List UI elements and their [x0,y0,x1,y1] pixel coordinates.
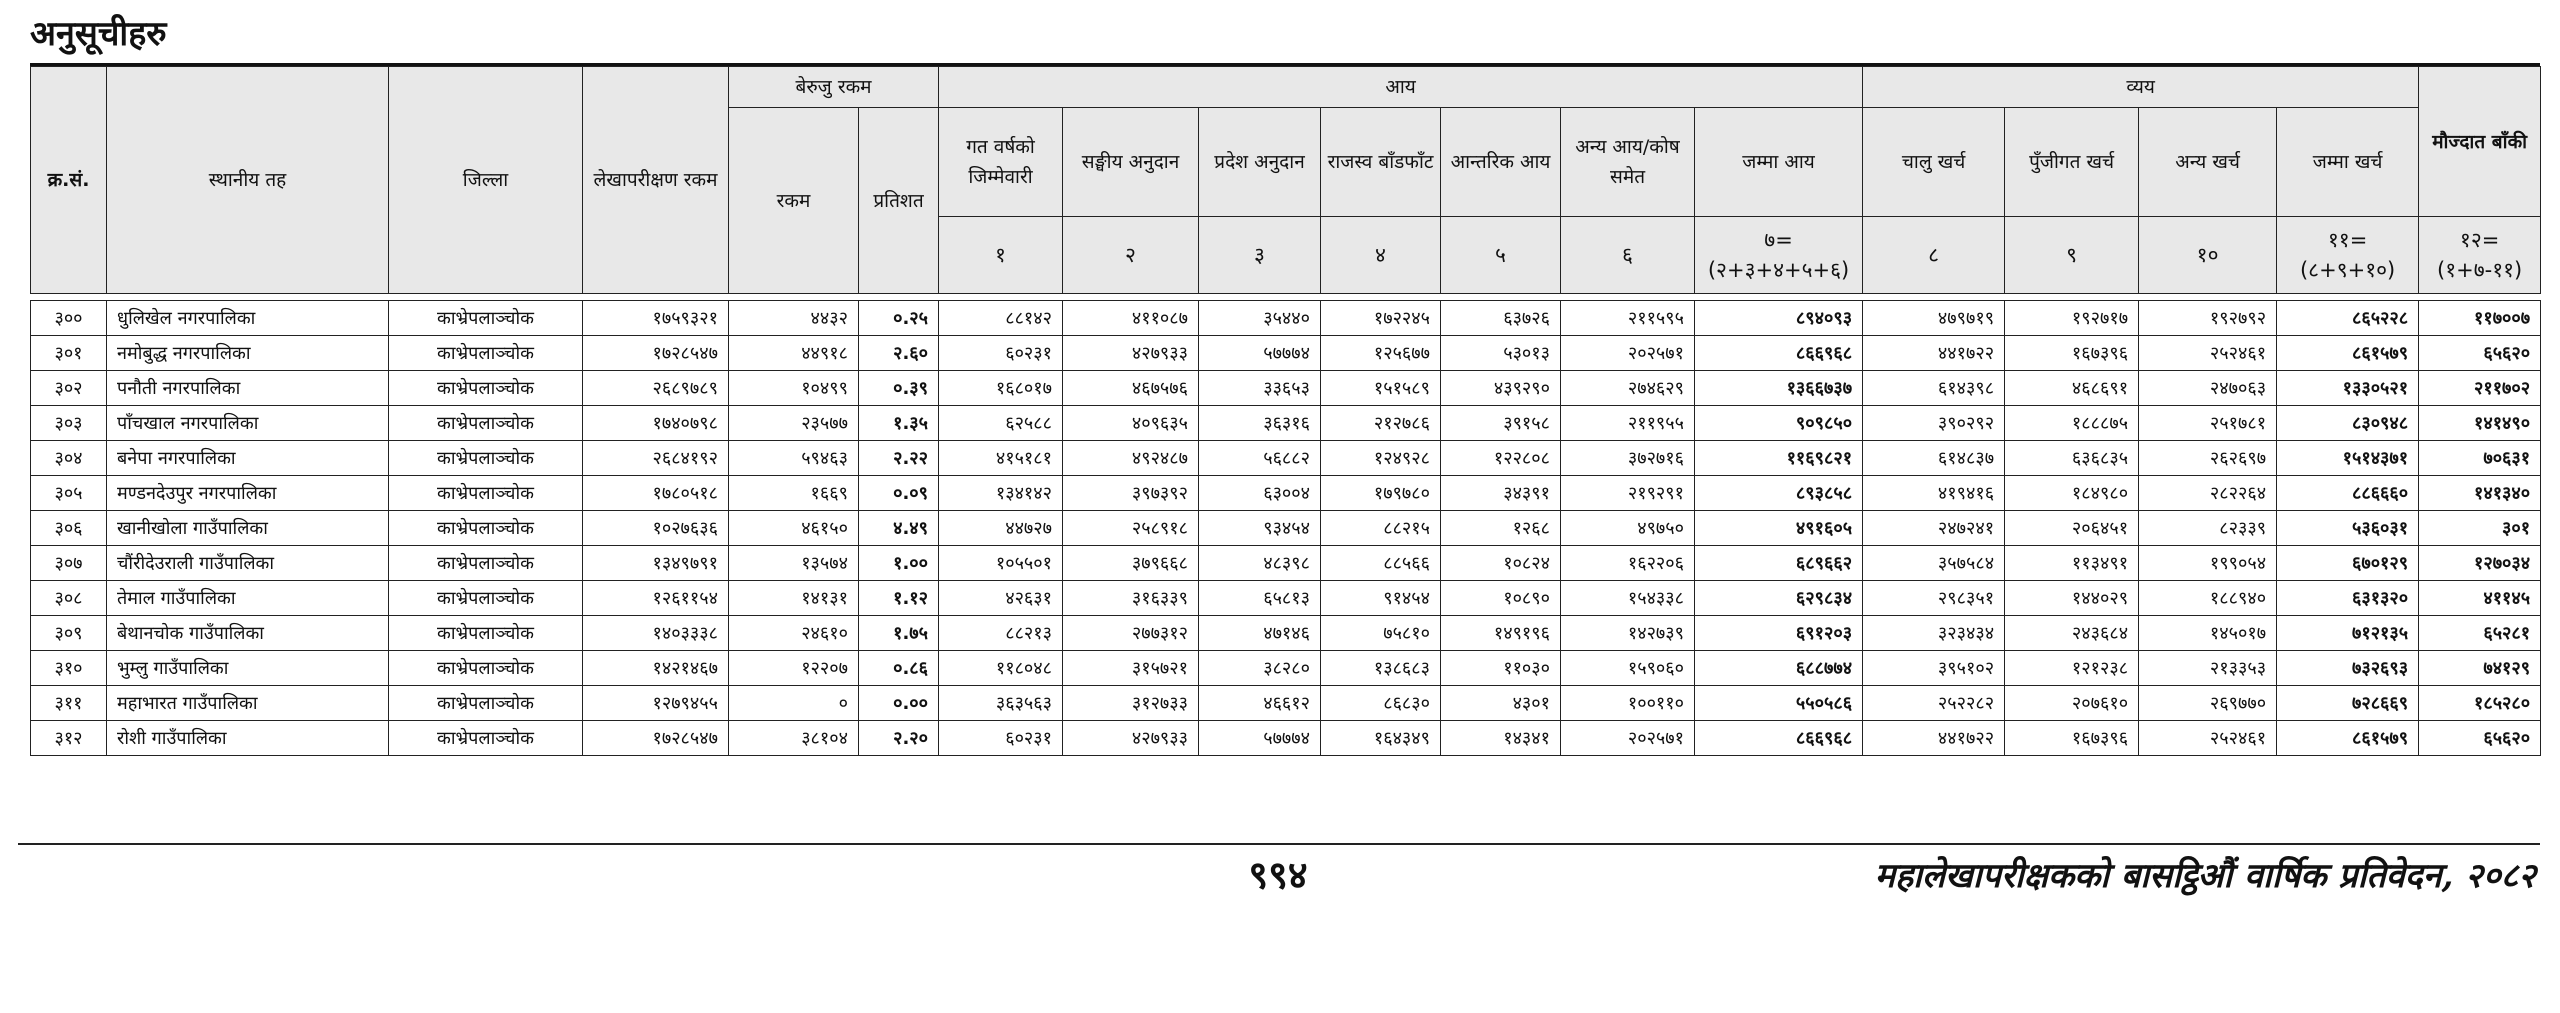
cell-federal-grant: ४९२४८७ [1063,441,1199,476]
cell-province-grant: ४६६१२ [1199,686,1321,721]
cell-other-income: १६२२०६ [1561,546,1695,581]
cell-federal-grant: ३७९६६८ [1063,546,1199,581]
cell-other-expense: १९२७९२ [2139,301,2277,336]
cell-local-level: रोशी गाउँपालिका [107,721,389,756]
header-gap-row [31,294,2541,301]
cell-amount: १६६९ [729,476,859,511]
cell-current-expense: ३२३४३४ [1863,616,2005,651]
cell-federal-grant: ४२७९३३ [1063,336,1199,371]
cell-total-expense: १३३०५२१ [2277,371,2419,406]
cell-total-income: ९०९८५० [1695,406,1863,441]
cell-total-expense: १५१४३७१ [2277,441,2419,476]
cell-other-income: २११९५५ [1561,406,1695,441]
cell-federal-grant: ३१२७३३ [1063,686,1199,721]
cell-closing-balance: ७४१२९ [2419,651,2541,686]
cell-internal-income: ६३७२६ [1441,301,1561,336]
cell-serial: ३०५ [31,476,107,511]
header-revenue-share: राजस्व बाँडफाँट [1321,108,1441,217]
cell-other-expense: १९९०५४ [2139,546,2277,581]
header-local-level: स्थानीय तह [107,67,389,294]
cell-revenue-share: २१२७८६ [1321,406,1441,441]
cell-amount: २४६१० [729,616,859,651]
cell-current-expense: ३५७५८४ [1863,546,2005,581]
cell-audit-amount: १७४०७९८ [583,406,729,441]
table-row [31,581,2541,616]
cell-amount: ० [729,686,859,721]
cell-serial: ३०० [31,301,107,336]
table-row [31,651,2541,686]
cell-revenue-share: १२४९२८ [1321,441,1441,476]
cell-revenue-share: ८६८३० [1321,686,1441,721]
report-title: महालेखापरीक्षकको बासट्ठिऔं वार्षिक प्रतिवेदन, २०८२ [1874,856,2536,896]
table-row [31,476,2541,511]
cell-percent: १.०० [859,546,939,581]
cell-total-expense: ८६१५७९ [2277,721,2419,756]
colnum-7 [1695,217,1863,294]
cell-percent: ४.४९ [859,511,939,546]
cell-other-expense: २१३३५३ [2139,651,2277,686]
cell-revenue-share: ८८५६६ [1321,546,1441,581]
table-row [31,546,2541,581]
colnum-10: १० [2139,217,2277,294]
cell-prev-liability: ४२६३१ [939,581,1063,616]
cell-province-grant: ३६३१६ [1199,406,1321,441]
cell-percent: २.२० [859,721,939,756]
table-row [31,301,2541,336]
cell-revenue-share: १६४३४९ [1321,721,1441,756]
header-internal-income: आन्तरिक आय [1441,108,1561,217]
cell-closing-balance: ७०६३१ [2419,441,2541,476]
schedule-table-container [30,63,2540,794]
cell-other-income: १४२७३९ [1561,616,1695,651]
cell-internal-income: ११०३० [1441,651,1561,686]
cell-province-grant: ३५४४० [1199,301,1321,336]
colnum-8: ८ [1863,217,2005,294]
cell-percent: १.१२ [859,581,939,616]
header-prev-liability: गत वर्षको जिम्मेवारी [939,108,1063,217]
cell-other-expense: २८२२६४ [2139,476,2277,511]
colnum-12 [2419,217,2541,294]
cell-local-level: बेथानचोक गाउँपालिका [107,616,389,651]
cell-amount: ४४३२ [729,301,859,336]
table-row [31,721,2541,756]
cell-amount: ३८१०४ [729,721,859,756]
header-total-expense: जम्मा खर्च [2277,108,2419,217]
cell-closing-balance: १४१४९० [2419,406,2541,441]
colnum-5: ५ [1441,217,1561,294]
cell-other-income: १००११० [1561,686,1695,721]
cell-internal-income: १२६८ [1441,511,1561,546]
cell-capital-expense: ४६८६९१ [2005,371,2139,406]
cell-capital-expense: १८८८७५ [2005,406,2139,441]
cell-serial: ३०४ [31,441,107,476]
header-amount: रकम [729,108,859,294]
header-capital-expense: पुँजीगत खर्च [2005,108,2139,217]
cell-local-level: नमोबुद्ध नगरपालिका [107,336,389,371]
cell-local-level: चौंरीदेउराली गाउँपालिका [107,546,389,581]
cell-closing-balance: ४११४५ [2419,581,2541,616]
cell-other-income: २०२५७१ [1561,336,1695,371]
cell-revenue-share: १७२२४५ [1321,301,1441,336]
cell-total-income: ११६९८२१ [1695,441,1863,476]
cell-total-expense: ८६१५७९ [2277,336,2419,371]
cell-internal-income: ३९१५८ [1441,406,1561,441]
cell-revenue-share: १७९७८० [1321,476,1441,511]
cell-audit-amount: १७२८५४७ [583,721,729,756]
cell-revenue-share: ९१४५४ [1321,581,1441,616]
cell-audit-amount: १०२७६३६ [583,511,729,546]
cell-closing-balance: १८५२८० [2419,686,2541,721]
cell-revenue-share: १५१५८९ [1321,371,1441,406]
cell-amount: ४६१५० [729,511,859,546]
cell-local-level: खानीखोला गाउँपालिका [107,511,389,546]
cell-prev-liability: ६०२३१ [939,721,1063,756]
cell-revenue-share: १२५६७७ [1321,336,1441,371]
cell-amount: १०४९९ [729,371,859,406]
header-audit-amount: लेखापरीक्षण रकम [583,67,729,294]
cell-revenue-share: ७५८१० [1321,616,1441,651]
cell-closing-balance: १४१३४० [2419,476,2541,511]
header-province-grant: प्रदेश अनुदान [1199,108,1321,217]
cell-district: काभ्रेपलाञ्चोक [389,511,583,546]
header-closing-balance: मौज्दात बाँकी [2419,67,2541,217]
colnum-4: ४ [1321,217,1441,294]
header-group-expense: व्यय [1863,67,2419,108]
cell-internal-income: ४३०१ [1441,686,1561,721]
cell-amount: १४१३१ [729,581,859,616]
gap-cell [31,294,2541,301]
cell-internal-income: १०८९० [1441,581,1561,616]
cell-total-income: ६९१२०३ [1695,616,1863,651]
cell-internal-income: १२२८०८ [1441,441,1561,476]
cell-prev-liability: १३४१४२ [939,476,1063,511]
table-row [31,406,2541,441]
cell-serial: ३०८ [31,581,107,616]
cell-total-expense: ७१२१३५ [2277,616,2419,651]
cell-local-level: महाभारत गाउँपालिका [107,686,389,721]
colnum-6: ६ [1561,217,1695,294]
cell-prev-liability: ६२५८८ [939,406,1063,441]
colnum-11-formula: (८+९+१०) [2299,258,2396,282]
cell-audit-amount: १७५९३२१ [583,301,729,336]
colnum-12-formula: (१+७-११) [2437,258,2523,282]
cell-other-expense: ८२३३९ [2139,511,2277,546]
cell-percent: ०.८६ [859,651,939,686]
cell-current-expense: ४४१७२२ [1863,336,2005,371]
header-group-irregular: बेरुजु रकम [729,67,939,108]
colnum-11-label: ११= [2327,228,2368,252]
cell-district: काभ्रेपलाञ्चोक [389,686,583,721]
cell-serial: ३०९ [31,616,107,651]
cell-capital-expense: १८४९८० [2005,476,2139,511]
cell-local-level: मण्डनदेउपुर नगरपालिका [107,476,389,511]
cell-percent: ०.०९ [859,476,939,511]
cell-capital-expense: १४४०२९ [2005,581,2139,616]
cell-capital-expense: १९२७१७ [2005,301,2139,336]
cell-total-expense: ८८६६६० [2277,476,2419,511]
header-district: जिल्ला [389,67,583,294]
cell-district: काभ्रेपलाञ्चोक [389,546,583,581]
cell-province-grant: ५७७७४ [1199,336,1321,371]
cell-audit-amount: १२७९४५५ [583,686,729,721]
cell-percent: २.६० [859,336,939,371]
cell-capital-expense: २०७६१० [2005,686,2139,721]
cell-other-expense: २४७०६३ [2139,371,2277,406]
page-number: ९९४ [1248,853,1308,897]
cell-prev-liability: ३६३५६३ [939,686,1063,721]
header-serial: क्र.सं. [31,67,107,294]
cell-capital-expense: १६७३९६ [2005,721,2139,756]
cell-prev-liability: १६८०१७ [939,371,1063,406]
cell-amount: २३५७७ [729,406,859,441]
cell-prev-liability: ८८१४२ [939,301,1063,336]
cell-federal-grant: २५८९१८ [1063,511,1199,546]
cell-percent: २.२२ [859,441,939,476]
cell-other-expense: १४५०१७ [2139,616,2277,651]
cell-closing-balance: १२७०३४ [2419,546,2541,581]
cell-internal-income: ५३०१३ [1441,336,1561,371]
cell-other-income: २११५९५ [1561,301,1695,336]
cell-local-level: धुलिखेल नगरपालिका [107,301,389,336]
cell-other-expense: २६९७७० [2139,686,2277,721]
cell-prev-liability: ६०२३१ [939,336,1063,371]
table-row [31,686,2541,721]
header-current-expense: चालु खर्च [1863,108,2005,217]
cell-district: काभ्रेपलाञ्चोक [389,301,583,336]
cell-district: काभ्रेपलाञ्चोक [389,441,583,476]
cell-current-expense: ३९५१०२ [1863,651,2005,686]
cell-amount: १२२०७ [729,651,859,686]
cell-current-expense: २५२२८२ [1863,686,2005,721]
cell-total-expense: ६३१३२० [2277,581,2419,616]
colnum-9: ९ [2005,217,2139,294]
cell-other-expense: २५२४६१ [2139,336,2277,371]
cell-local-level: तेमाल गाउँपालिका [107,581,389,616]
schedule-table [30,66,2541,756]
cell-total-income: ८६६९६८ [1695,721,1863,756]
cell-other-income: २१९२९१ [1561,476,1695,511]
cell-province-grant: ४७१४६ [1199,616,1321,651]
table-row [31,371,2541,406]
cell-province-grant: ३८२८० [1199,651,1321,686]
cell-closing-balance: ६५६२० [2419,721,2541,756]
cell-prev-liability: ४४७२७ [939,511,1063,546]
header-other-income: अन्य आय/कोष समेत [1561,108,1695,217]
table-row [31,616,2541,651]
cell-serial: ३१२ [31,721,107,756]
cell-total-income: ४९१६०५ [1695,511,1863,546]
cell-revenue-share: ८८२१५ [1321,511,1441,546]
cell-federal-grant: ४११०८७ [1063,301,1199,336]
cell-closing-balance: २११७०२ [2419,371,2541,406]
cell-serial: ३०१ [31,336,107,371]
header-federal-grant: सङ्घीय अनुदान [1063,108,1199,217]
cell-audit-amount: १७८०५१८ [583,476,729,511]
table-body [31,294,2541,756]
cell-local-level: भुम्लु गाउँपालिका [107,651,389,686]
table-row [31,511,2541,546]
cell-province-grant: ६३००४ [1199,476,1321,511]
cell-internal-income: १४९१९६ [1441,616,1561,651]
cell-total-income: ६८८७७४ [1695,651,1863,686]
cell-province-grant: ५७७७४ [1199,721,1321,756]
cell-prev-liability: ४१५१८१ [939,441,1063,476]
cell-district: काभ्रेपलाञ्चोक [389,476,583,511]
cell-audit-amount: २६८९७८९ [583,371,729,406]
cell-capital-expense: १६७३९६ [2005,336,2139,371]
cell-serial: ३०६ [31,511,107,546]
cell-total-income: ६२९८३४ [1695,581,1863,616]
cell-federal-grant: ३१५७२१ [1063,651,1199,686]
cell-total-income: ८९३८५८ [1695,476,1863,511]
header-percent: प्रतिशत [859,108,939,294]
cell-other-expense: २५२४६१ [2139,721,2277,756]
cell-audit-amount: १७२८५४७ [583,336,729,371]
cell-other-income: २०२५७१ [1561,721,1695,756]
header-other-expense: अन्य खर्च [2139,108,2277,217]
cell-province-grant: ६५८१३ [1199,581,1321,616]
cell-district: काभ्रेपलाञ्चोक [389,406,583,441]
cell-audit-amount: २६८४१९२ [583,441,729,476]
table-row [31,336,2541,371]
cell-audit-amount: १४०३३३८ [583,616,729,651]
colnum-1: १ [939,217,1063,294]
cell-federal-grant: २७७३१२ [1063,616,1199,651]
cell-internal-income: ३४३९१ [1441,476,1561,511]
header-total-income: जम्मा आय [1695,108,1863,217]
cell-total-income: ८६६९६८ [1695,336,1863,371]
cell-federal-grant: ४०९६३५ [1063,406,1199,441]
cell-total-expense: ७२८६६९ [2277,686,2419,721]
cell-serial: ३०३ [31,406,107,441]
cell-capital-expense: २०६४५१ [2005,511,2139,546]
cell-prev-liability: ११८०४८ [939,651,1063,686]
cell-other-income: ३७२७१६ [1561,441,1695,476]
cell-serial: ३१० [31,651,107,686]
colnum-12-label: १२= [2459,228,2500,252]
cell-audit-amount: १३४९७९१ [583,546,729,581]
cell-local-level: बनेपा नगरपालिका [107,441,389,476]
cell-province-grant: ९३४५४ [1199,511,1321,546]
cell-current-expense: ६१४८३७ [1863,441,2005,476]
cell-federal-grant: ४६७५७६ [1063,371,1199,406]
cell-total-expense: ७३२६९३ [2277,651,2419,686]
cell-capital-expense: २४३६८४ [2005,616,2139,651]
cell-internal-income: १४३४१ [1441,721,1561,756]
cell-internal-income: १०८२४ [1441,546,1561,581]
cell-internal-income: ४३९२९० [1441,371,1561,406]
cell-closing-balance: ६५६२० [2419,336,2541,371]
cell-percent: ०.३९ [859,371,939,406]
cell-other-expense: २६२६९७ [2139,441,2277,476]
cell-district: काभ्रेपलाञ्चोक [389,581,583,616]
cell-local-level: पनौती नगरपालिका [107,371,389,406]
colnum-2: २ [1063,217,1199,294]
cell-other-expense: २५१७८१ [2139,406,2277,441]
cell-other-income: २७४६२९ [1561,371,1695,406]
cell-province-grant: ४८३९८ [1199,546,1321,581]
cell-district: काभ्रेपलाञ्चोक [389,651,583,686]
cell-total-expense: ८३०९४८ [2277,406,2419,441]
cell-closing-balance: ६५२८१ [2419,616,2541,651]
cell-audit-amount: १२६११५४ [583,581,729,616]
colnum-11 [2277,217,2419,294]
cell-revenue-share: १३८६८३ [1321,651,1441,686]
cell-other-income: ४९७५० [1561,511,1695,546]
cell-federal-grant: ४२७९३३ [1063,721,1199,756]
cell-prev-liability: १०५५०१ [939,546,1063,581]
cell-other-income: १५४३३८ [1561,581,1695,616]
cell-total-income: ५५०५८६ [1695,686,1863,721]
cell-district: काभ्रेपलाञ्चोक [389,616,583,651]
cell-total-income: १३६६७३७ [1695,371,1863,406]
cell-current-expense: २९८३५१ [1863,581,2005,616]
cell-province-grant: ५६८८२ [1199,441,1321,476]
cell-prev-liability: ८८२१३ [939,616,1063,651]
cell-other-income: १५९०६० [1561,651,1695,686]
cell-district: काभ्रेपलाञ्चोक [389,371,583,406]
cell-serial: ३०७ [31,546,107,581]
page-heading: अनुसूचीहरु [30,14,167,54]
cell-current-expense: ३९०२९२ [1863,406,2005,441]
cell-capital-expense: १२१२३८ [2005,651,2139,686]
cell-total-expense: ६७०१२९ [2277,546,2419,581]
cell-federal-grant: ३९७३९२ [1063,476,1199,511]
cell-local-level: पाँचखाल नगरपालिका [107,406,389,441]
cell-capital-expense: ६३६८३५ [2005,441,2139,476]
cell-current-expense: ४४१७२२ [1863,721,2005,756]
cell-percent: ०.२५ [859,301,939,336]
table-row [31,441,2541,476]
colnum-3: ३ [1199,217,1321,294]
cell-current-expense: २४७२४१ [1863,511,2005,546]
cell-province-grant: ३३६५३ [1199,371,1321,406]
cell-percent: १.७५ [859,616,939,651]
cell-total-income: ८९४०९३ [1695,301,1863,336]
cell-percent: १.३५ [859,406,939,441]
colnum-7-formula: (२+३+४+५+६) [1707,258,1850,282]
cell-closing-balance: ३०१ [2419,511,2541,546]
cell-current-expense: ४७९७१९ [1863,301,2005,336]
cell-amount: ५९४६३ [729,441,859,476]
cell-serial: ३११ [31,686,107,721]
cell-capital-expense: ११३४९१ [2005,546,2139,581]
cell-closing-balance: ११७००७ [2419,301,2541,336]
cell-total-income: ६८९६६२ [1695,546,1863,581]
cell-percent: ०.०० [859,686,939,721]
cell-current-expense: ४१९४१६ [1863,476,2005,511]
cell-amount: १३५७४ [729,546,859,581]
cell-amount: ४४९१८ [729,336,859,371]
colnum-7-label: ७= [1764,228,1793,252]
cell-total-expense: ५३६०३१ [2277,511,2419,546]
cell-federal-grant: ३१६३३९ [1063,581,1199,616]
cell-serial: ३०२ [31,371,107,406]
cell-audit-amount: १४२१४६७ [583,651,729,686]
cell-district: काभ्रेपलाञ्चोक [389,336,583,371]
cell-other-expense: १८८९४० [2139,581,2277,616]
cell-district: काभ्रेपलाञ्चोक [389,721,583,756]
cell-current-expense: ६१४३९८ [1863,371,2005,406]
header-group-income: आय [939,67,1863,108]
cell-total-expense: ८६५२२८ [2277,301,2419,336]
footer-rule [18,843,2540,845]
